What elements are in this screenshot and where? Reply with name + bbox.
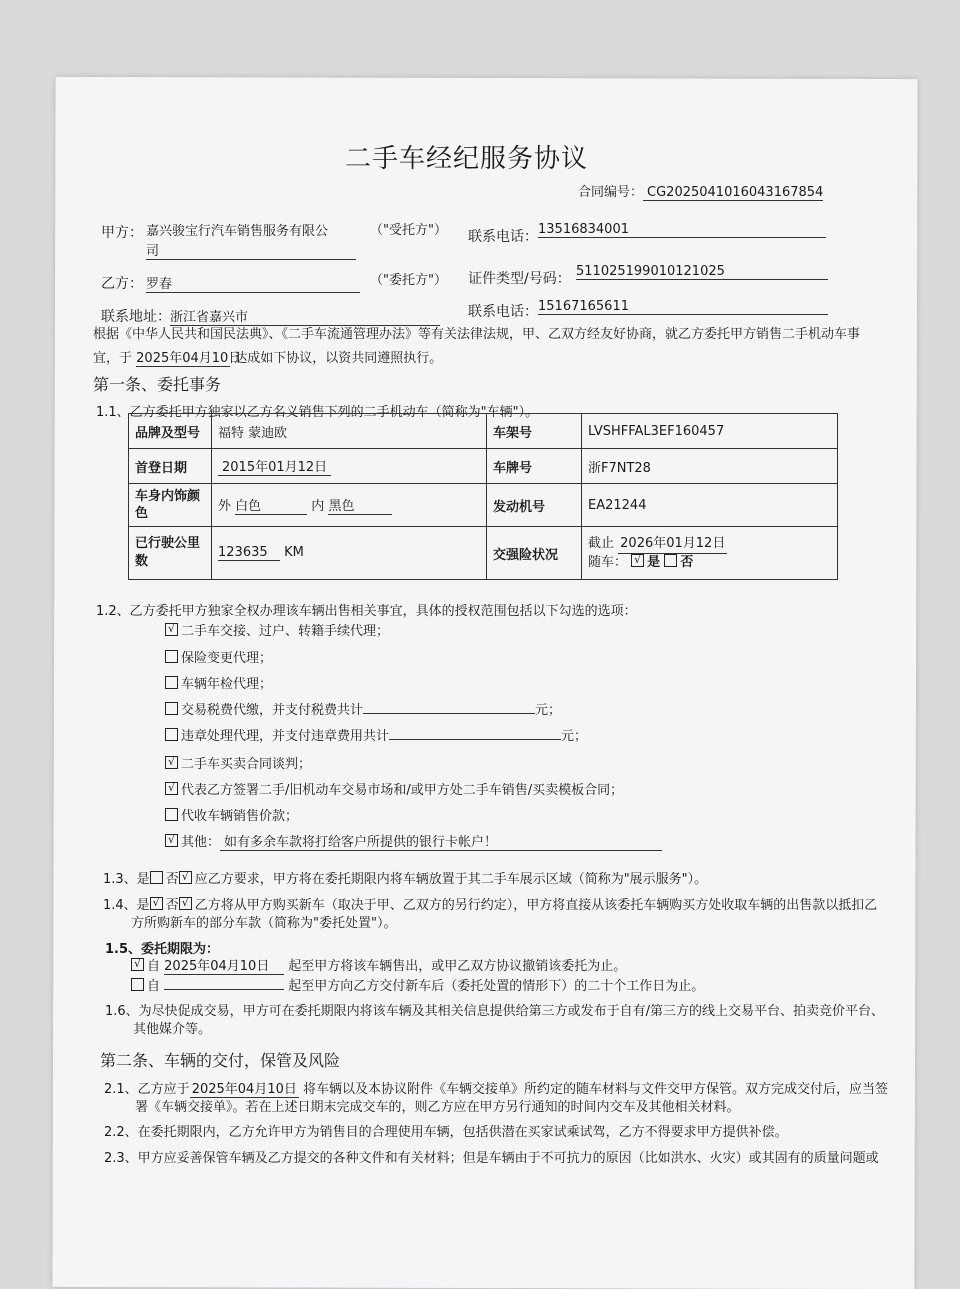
section1-title: 第一条、委托事务: [93, 375, 222, 394]
clause-1-4-line2: 方所购新车的部分车款（简称为"委托处置"）。: [131, 916, 397, 931]
clause-1-6: 1.6、为尽快促成交易，甲方可在委托期限内将该车辆及其相关信息提供给第三方或发布于自有/第三方的线上交易平台、拍卖竞价平台、: [105, 1004, 885, 1019]
option-other: √其他： 如有多余车款将打给客户所提供的银行卡帐户！: [165, 831, 662, 851]
clause-1-3-no-checkbox[interactable]: [179, 871, 192, 884]
option-collect-payment: 代收车辆销售价款；: [165, 805, 298, 824]
party-b-label: 乙方：: [101, 276, 143, 292]
contract-number-label: 合同编号：: [578, 185, 644, 200]
vin-label: 车架号: [487, 414, 582, 449]
clause-1-4-no-checkbox[interactable]: [179, 897, 192, 910]
interior-color: 黑色: [328, 495, 392, 515]
clause-1-5-title: 1.5、委托期限为：: [105, 942, 220, 957]
reg-date-label: 首登日期: [129, 449, 212, 484]
preamble-line1: 根据《中华人民共和国民法典》、《二手车流通管理办法》等有关法律法规，甲、乙双方经友好协商，就乙方委托甲方销售二手机动车事: [93, 327, 861, 342]
option-checkbox[interactable]: [165, 808, 178, 821]
insurance-label: 交强险状况: [487, 527, 582, 580]
option-checkbox[interactable]: [165, 834, 178, 847]
party-b-role: （"委托方"）: [370, 273, 447, 288]
option-transfer: √二手车交接、过户、转籍手续代理；: [165, 620, 389, 639]
party-a-role: （"受托方"）: [370, 223, 447, 238]
clause-1-5-option-a: √自 2025年04月10日 起至甲方将该车辆售出，或甲乙双方协议撤销该委托为止。: [131, 955, 626, 975]
delivery-date: 2025年04月10日: [190, 1078, 299, 1098]
clause-1-4-yes-checkbox[interactable]: [150, 897, 163, 910]
option-insurance: 保险变更代理；: [165, 647, 272, 666]
clause-2-1-line2: 署《车辆交接单》。若在上述日期末完成交车的，则乙方应在甲方另行通知的时间内交车及其他相关材料。: [135, 1100, 740, 1115]
vehicle-table: [128, 413, 838, 580]
party-b-phone-label: 联系电话：: [468, 304, 538, 320]
brand-value: 福特 蒙迪欧: [212, 414, 487, 449]
brand-label: 品牌及型号: [129, 414, 212, 449]
clause-1-3-yes-checkbox[interactable]: [150, 871, 163, 884]
clause-2-2: 2.2、在委托期限内，乙方允许甲方为销售目的合理使用车辆，包括供潜在买家试乘试驾，乙方不得要求甲方提供补偿。: [104, 1125, 788, 1140]
period-a-date: 2025年04月10日: [164, 955, 284, 975]
vin-value: LVSHFFAL3EF160457: [582, 414, 838, 449]
plate-value: 浙F7NT28: [582, 449, 838, 484]
preamble-date: 2025年04月10日: [136, 347, 230, 367]
option-other-text: 如有多余车款将打给客户所提供的银行卡帐户！: [220, 831, 662, 851]
document-title: 二手车经纪服务协议: [345, 144, 589, 174]
clause-1-4: 1.4、是√ 否√ 乙方将从甲方购买新车（取决于甲、乙双方的另行约定），甲方将直接从该委托车辆购买方处收取车辆的出售款以抵扣乙: [103, 894, 877, 913]
option-checkbox[interactable]: [165, 756, 178, 769]
option-inspection: 车辆年检代理；: [165, 673, 272, 692]
mileage-value: 123635: [218, 545, 280, 561]
option-checkbox[interactable]: [165, 702, 178, 715]
color-label: 车身内饰颜色: [129, 484, 212, 527]
table-row: 已行驶公里数 123635 KM 交强险状况 截止 2026年01月12日 随车： √ 是 否: [129, 527, 838, 580]
engine-label: 发动机号: [487, 484, 582, 527]
party-a-label: 甲方：: [101, 225, 143, 241]
table-row: [129, 449, 838, 484]
clause-2-1: 2.1、乙方应于 2025年04月10日 将车辆以及本协议附件《车辆交接单》所约定的随车材料与文件交甲方保管。双方完成交付后，应当签: [104, 1078, 888, 1098]
party-a-phone: 13516834001: [538, 222, 826, 238]
party-a-name-line2: 司: [146, 240, 356, 260]
period-a-checkbox[interactable]: [131, 958, 144, 971]
party-b-address-label: 联系地址：: [101, 309, 171, 325]
clause-1-6-line2: 其他媒介等。: [133, 1022, 212, 1037]
option-sign-contract: √代表乙方签署二手/旧机动车交易市场和/或甲方处二手车销售/买卖模板合同；: [165, 779, 623, 798]
clause-1-2: 1.2、乙方委托甲方独家全权办理该车辆出售相关事宜，具体的授权范围包括以下勾选的选项：: [96, 604, 637, 619]
option-violation: 违章处理代理，并支付违章费用共计 元；: [165, 725, 587, 744]
party-b-id: 511025199010121025: [576, 264, 828, 280]
engine-value: EA21244: [582, 484, 838, 527]
party-b-id-label: 证件类型/号码：: [468, 271, 571, 287]
table-row: [129, 414, 838, 449]
option-checkbox[interactable]: [165, 728, 178, 741]
party-b-name: 罗春: [146, 273, 360, 293]
insurance-yes-checkbox[interactable]: [631, 554, 644, 567]
clause-1-3: 1.3、是 否√ 应乙方要求，甲方将在委托期限内将车辆放置于其二手车展示区域（简称为"展示服务"）。: [103, 868, 707, 887]
clause-1-1: 1.1、乙方委托甲方独家以乙方名义销售下列的二手机动车（简称为"车辆"）。: [96, 405, 539, 420]
clause-1-5-option-b: 自 起至甲方向乙方交付新车后（委托处置的情形下）的二十个工作日为止。: [131, 975, 704, 994]
section2-title: 第二条、车辆的交付，保管及风险: [100, 1051, 341, 1070]
reg-date-value: 2015年01月12日: [218, 456, 331, 476]
option-checkbox[interactable]: [165, 676, 178, 689]
contract-number: [578, 181, 823, 201]
exterior-color: 白色: [235, 495, 307, 515]
clause-2-3: 2.3、甲方应妥善保管车辆及乙方提交的各种文件和有关材料；但是车辆由于不可抗力的原因（比如洪水、火灾）或其固有的质量问题或: [104, 1151, 879, 1166]
party-b-address: 浙江省嘉兴市: [170, 306, 440, 326]
party-a-name: 嘉兴骏宝行汽车销售服务有限公: [146, 224, 329, 239]
contract-number-value: CG2025041016043167854: [643, 185, 823, 201]
insurance-no-checkbox[interactable]: [664, 554, 677, 567]
option-negotiation: √二手车买卖合同谈判；: [165, 753, 311, 772]
party-b-phone: 15167165611: [538, 299, 828, 315]
party-a-phone-label: 联系电话：: [468, 229, 538, 245]
option-tax: 交易税费代缴，并支付税费共计 元；: [165, 699, 561, 718]
plate-label: 车牌号: [487, 449, 582, 484]
mileage-unit: KM: [284, 545, 304, 560]
option-checkbox[interactable]: [165, 623, 178, 636]
period-b-checkbox[interactable]: [131, 978, 144, 991]
table-row: 车身内饰颜色 外 白色 内 黑色 发动机号 EA21244: [129, 484, 838, 527]
preamble-line2: 宜，于 2025年04月10日 达成如下协议，以资共同遵照执行。: [93, 347, 442, 367]
insurance-date: 2026年01月12日: [618, 535, 727, 554]
mileage-label: 已行驶公里数: [129, 527, 212, 580]
option-checkbox[interactable]: [165, 782, 178, 795]
option-checkbox[interactable]: [165, 650, 178, 663]
